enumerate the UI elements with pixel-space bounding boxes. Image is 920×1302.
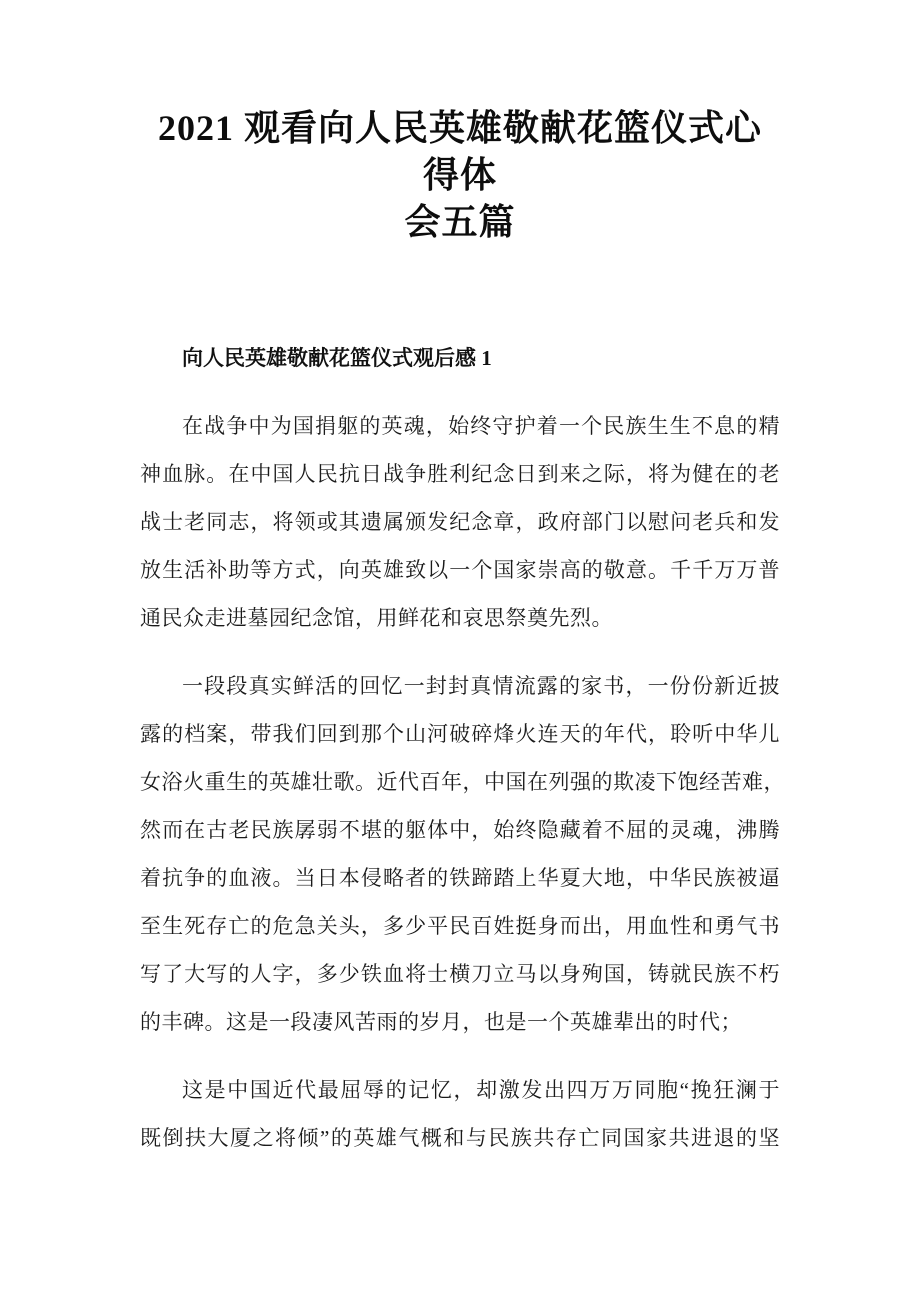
paragraph xyxy=(140,662,785,1046)
paragraph xyxy=(140,402,780,642)
section-heading: 向人民英雄敬献花篮仪式观后感 1 xyxy=(182,346,492,370)
paragraph-line: 一段段真实鲜活的回忆一封封真情流露的家书，一份份新近披 xyxy=(182,674,780,698)
paragraph-line: 通民众走进墓园纪念馆，用鲜花和哀思祭奠先烈。 xyxy=(140,606,613,630)
paragraph-line: 神血脉。在中国人民抗日战争胜利纪念日到来之际，将为健在的老 xyxy=(140,462,780,486)
paragraph-line: 在战争中为国捐躯的英魂，始终守护着一个民族生生不息的精 xyxy=(182,414,780,438)
paragraph xyxy=(140,1066,780,1162)
paragraph-line: 战士老同志，将领或其遗属颁发纪念章，政府部门以慰问老兵和发 xyxy=(140,510,780,534)
paragraph-line: 放生活补助等方式，向英雄致以一个国家崇高的敬意。千千万万普 xyxy=(140,558,780,582)
document-content xyxy=(0,105,920,1162)
paragraph-line: 这是中国近代最屈辱的记忆，却激发出四万万同胞“挽狂澜于 xyxy=(182,1078,780,1102)
document-title-line: 2021 观看向人民英雄敬献花篮仪式心得体 xyxy=(157,108,762,195)
paragraph-line: 女浴火重生的英雄壮歌。近代百年，中国在列强的欺凌下饱经苦难， xyxy=(140,770,785,794)
paragraphs-container xyxy=(140,402,785,1162)
paragraph-line: 着抗争的血液。当日本侵略者的铁蹄踏上华夏大地，中华民族被逼 xyxy=(140,866,780,890)
paragraph-line: 的丰碑。这是一段凄风苦雨的岁月，也是一个英雄辈出的时代； xyxy=(140,1010,742,1034)
document-title xyxy=(140,105,780,246)
document-title-line: 会五篇 xyxy=(404,202,516,242)
paragraph-line: 既倒扶大厦之将倾”的英雄气概和与民族共存亡同国家共进退的坚 xyxy=(140,1126,780,1150)
paragraph-line: 至生死存亡的危急关头，多少平民百姓挺身而出，用血性和勇气书 xyxy=(140,914,780,938)
paragraph-line: 然而在古老民族孱弱不堪的躯体中，始终隐藏着不屈的灵魂，沸腾 xyxy=(140,818,780,842)
paragraph-line: 写了大写的人字，多少铁血将士横刀立马以身殉国，铸就民族不朽 xyxy=(140,962,780,986)
paragraph-line: 露的档案，带我们回到那个山河破碎烽火连天的年代，聆听中华儿 xyxy=(140,722,780,746)
